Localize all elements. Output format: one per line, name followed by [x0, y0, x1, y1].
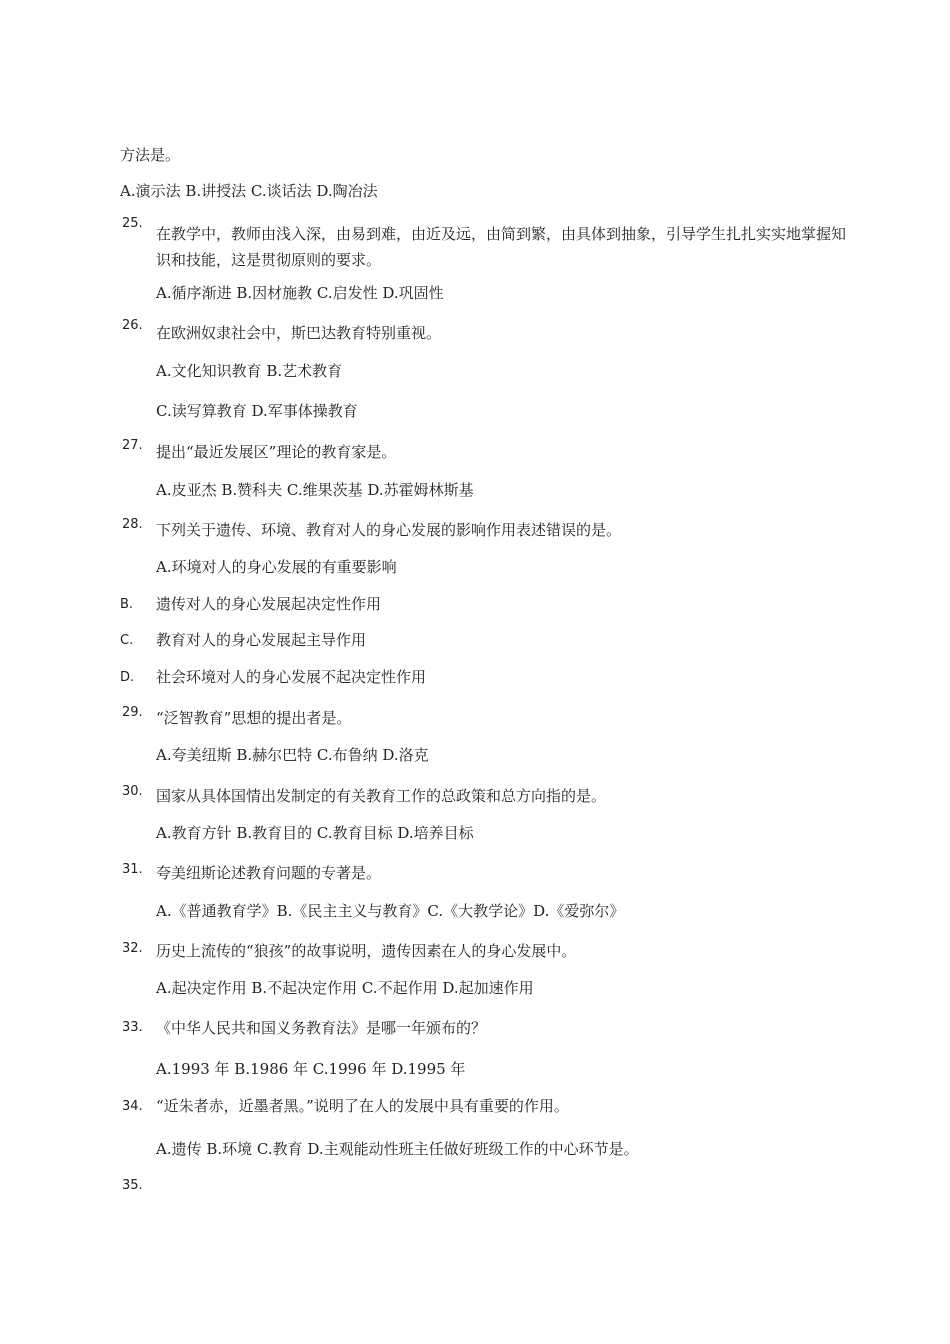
question-28-option-b-label: B.	[120, 597, 134, 612]
question-32-options: A.起决定作用 B.不起决定作用 C.不起作用 D.起加速作用	[156, 979, 534, 997]
question-25-options: A.循序渐进 B.因材施教 C.启发性 D.巩固性	[156, 284, 444, 302]
continued-question-options: A.演示法 B.讲授法 C.谈话法 D.陶冶法	[120, 182, 378, 200]
question-28-text: 下列关于遗传、环境、教育对人的身心发展的影响作用表述错误的是。	[156, 521, 622, 539]
question-26-options-2: C.读写算教育 D.军事体操教育	[156, 402, 358, 420]
question-number-28: 28.	[122, 517, 143, 532]
question-31-text: 夸美纽斯论述教育问题的专著是。	[156, 864, 382, 882]
question-29-options: A.夸美纽斯 B.赫尔巴特 C.布鲁纳 D.洛克	[156, 746, 429, 764]
question-number-29: 29.	[122, 705, 143, 720]
question-number-25: 25.	[122, 216, 143, 231]
question-27-text: 提出“最近发展区”理论的教育家是。	[156, 443, 397, 461]
question-33-text: 《中华人民共和国义务教育法》是哪一年颁布的？	[156, 1019, 487, 1037]
question-number-30: 30.	[122, 784, 143, 799]
question-number-27: 27.	[122, 438, 143, 453]
question-number-35: 35.	[122, 1178, 143, 1193]
question-34-text: “近朱者赤，近墨者黑。”说明了在人的发展中具有重要的作用。	[156, 1097, 569, 1115]
question-25-text: 在教学中，教师由浅入深，由易到难，由近及远，由简到繁，由具体到抽象，引导学生扎扎实实地掌握知识和技能，这是贯彻原则的要求。	[156, 225, 847, 269]
question-27-options: A.皮亚杰 B.赞科夫 C.维果茨基 D.苏霍姆林斯基	[156, 481, 474, 499]
continued-question-text: 方法是。	[120, 146, 181, 164]
question-33-options: A.1993 年 B.1986 年 C.1996 年 D.1995 年	[156, 1060, 466, 1078]
question-26-text: 在欧洲奴隶社会中，斯巴达教育特别重视。	[156, 324, 442, 342]
question-29-text: “泛智教育”思想的提出者是。	[156, 709, 352, 727]
question-28-option-d-label: D.	[120, 670, 135, 685]
question-number-33: 33.	[122, 1020, 143, 1035]
question-number-31: 31.	[122, 862, 143, 877]
question-28-option-c-label: C.	[120, 633, 134, 648]
question-30-text: 国家从具体国情出发制定的有关教育工作的总政策和总方向指的是。	[156, 787, 607, 805]
question-30-options: A.教育方针 B.教育目的 C.教育目标 D.培养目标	[156, 824, 474, 842]
question-34-options: A.遗传 B.环境 C.教育 D.主观能动性班主任做好班级工作的中心环节是。	[156, 1140, 639, 1158]
question-28-option-c: 教育对人的身心发展起主导作用	[156, 631, 367, 649]
question-31-options: A.《普通教育学》B.《民主主义与教育》C.《大教学论》D.《爱弥尔》	[156, 902, 625, 920]
question-28-option-a: A.环境对人的身心发展的有重要影响	[156, 558, 397, 576]
question-26-options-1: A.文化知识教育 B.艺术教育	[156, 362, 343, 380]
question-number-26: 26.	[122, 318, 143, 333]
question-28-option-b: 遗传对人的身心发展起决定性作用	[156, 595, 382, 613]
question-number-32: 32.	[122, 941, 143, 956]
question-28-option-d: 社会环境对人的身心发展不起决定性作用	[156, 668, 427, 686]
question-number-34: 34.	[122, 1099, 143, 1114]
question-32-text: 历史上流传的“狼孩”的故事说明，遗传因素在人的身心发展中。	[156, 942, 577, 960]
